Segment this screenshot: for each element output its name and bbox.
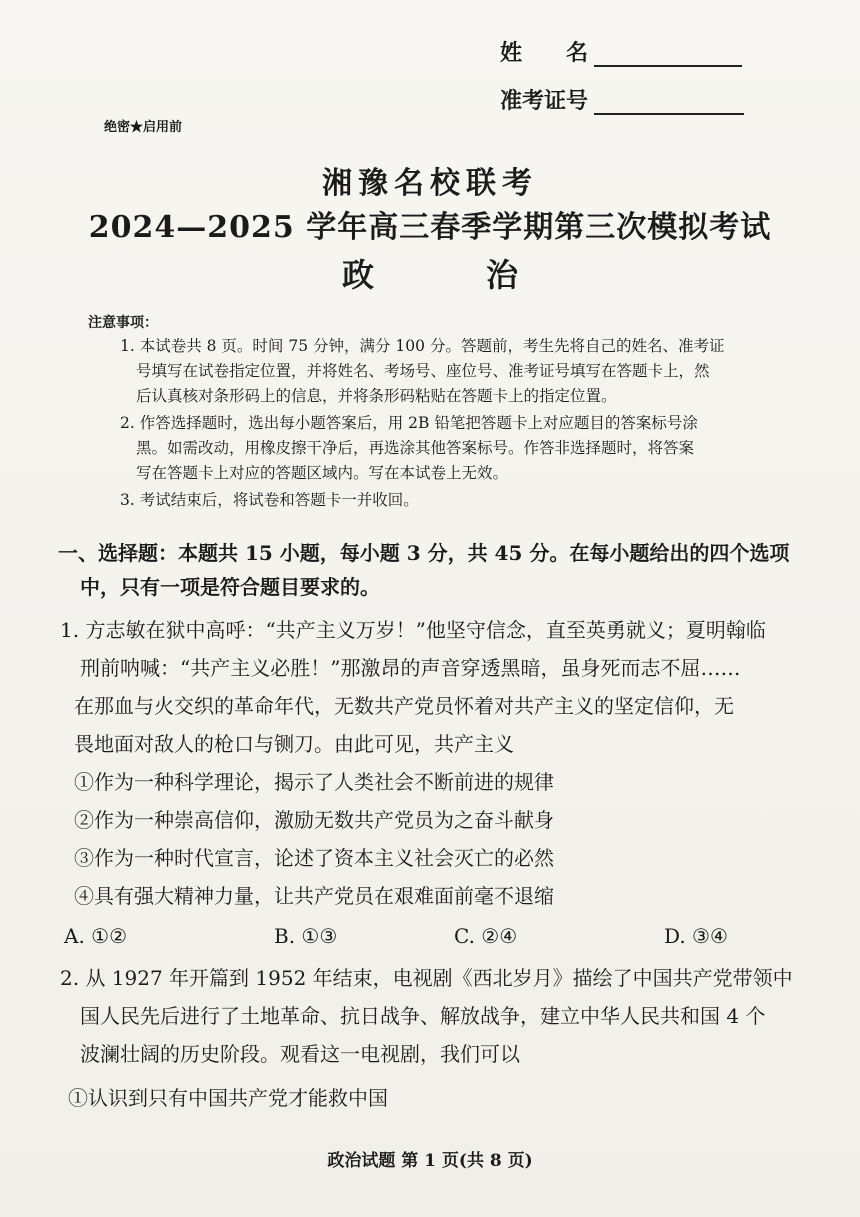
q1-stem-line2: 刑前呐喊：“共产主义必胜！”那激昂的声音穿透黑暗，虽身死而志不屈…… (80, 656, 741, 680)
exam-title-line1: 湘豫名校联考 (322, 166, 538, 201)
q2-stem-line1: 2. 从 1927 年开篇到 1952 年结束，电视剧《西北岁月》描绘了中国共产党带领中 (60, 966, 793, 990)
exam-id-blank[interactable] (594, 91, 744, 115)
section-heading-line1: 一、选择题：本题共 15 小题，每小题 3 分，共 45 分。在每小题给出的四个选项 (58, 541, 790, 565)
q1-statement-1: ①作为一种科学理论，揭示了人类社会不断前进的规律 (74, 770, 554, 794)
notice-heading: 注意事项： (88, 315, 158, 331)
name-field (500, 36, 742, 67)
q1-option-b[interactable]: B. ①③ (274, 924, 338, 948)
q1-stem-line4: 畏地面对敌人的枪口与铡刀。由此可见，共产主义 (74, 732, 514, 756)
notice-item-2b: 黑。如需改动，用橡皮擦干净后，再选涂其他答案标号。作答非选择题时，将答案 (136, 439, 695, 457)
q2-statement-1: ①认识到只有中国共产党才能救中国 (68, 1086, 388, 1110)
notice-item-1c: 后认真核对条形码上的信息，并将条形码粘贴在答题卡上的指定位置。 (136, 387, 617, 405)
name-blank[interactable] (594, 43, 742, 67)
q1-option-a[interactable]: A. ①② (64, 924, 128, 948)
notice-item-1b: 号填写在试卷指定位置，并将姓名、考场号、座位号、准考证号填写在答题卡上，然 (136, 362, 710, 380)
page-footer: 政治试题 第 1 页(共 8 页) (327, 1151, 533, 1171)
q1-option-c[interactable]: C. ②④ (454, 924, 518, 948)
exam-id-field (500, 84, 744, 115)
notice-item-1a: 1. 本试卷共 8 页。时间 75 分钟，满分 100 分。答题前，考生先将自己的姓名、准考证 (120, 337, 725, 355)
q1-option-d[interactable]: D. ③④ (664, 924, 728, 948)
notice-item-3: 3. 考试结束后，将试卷和答题卡一并收回。 (120, 491, 419, 509)
q1-statement-2: ②作为一种崇高信仰，激励无数共产党员为之奋斗献身 (74, 808, 554, 832)
q1-stem-line3: 在那血与火交织的革命年代，无数共产党员怀着对共产主义的坚定信仰，无 (74, 694, 734, 718)
exam-id-label: 准考证号 (500, 88, 589, 114)
subject-title: 政 治 (341, 256, 558, 294)
q2-stem-line2: 国人民先后进行了土地革命、抗日战争、解放战争，建立中华人民共和国 4 个 (80, 1004, 766, 1028)
confidential-mark: 绝密★启用前 (104, 120, 183, 135)
q1-statement-3: ③作为一种时代宣言，论述了资本主义社会灭亡的必然 (74, 846, 554, 870)
q2-stem-line3: 波澜壮阔的历史阶段。观看这一电视剧，我们可以 (80, 1042, 520, 1066)
notice-item-2c: 写在答题卡上对应的答题区域内。写在本试卷上无效。 (136, 464, 509, 482)
exam-title-line2: 2024—2025 学年高三春季学期第三次模拟考试 (88, 210, 772, 245)
section-heading-line2: 中，只有一项是符合题目要求的。 (80, 575, 380, 599)
q1-stem-line1: 1. 方志敏在狱中高呼：“共产主义万岁！”他坚守信念，直至英勇就义；夏明翰临 (60, 618, 766, 642)
q1-statement-4: ④具有强大精神力量，让共产党员在艰难面前毫不退缩 (74, 884, 554, 908)
name-label: 姓 名 (500, 40, 589, 66)
notice-item-2a: 2. 作答选择题时，选出每小题答案后，用 2B 铅笔把答题卡上对应题目的答案标号涂 (120, 414, 698, 432)
